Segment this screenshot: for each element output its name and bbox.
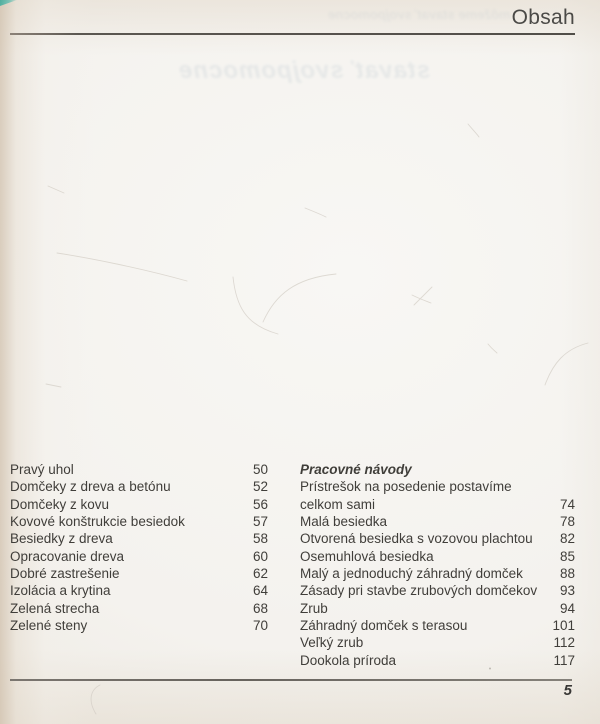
toc-entry-title: Besiedky z dreva xyxy=(10,531,113,547)
toc-entry-title: Veľký zrub xyxy=(300,635,364,651)
toc-entry xyxy=(300,652,575,669)
toc-entry xyxy=(10,513,268,530)
toc-entry-page-number: 82 xyxy=(559,531,575,547)
toc-entry-title: Zrub xyxy=(300,600,328,616)
toc-entry-title: Opracovanie dreva xyxy=(10,548,125,564)
toc-entry-page-number: 62 xyxy=(252,566,268,582)
toc-entry-page-number: 64 xyxy=(252,583,268,599)
toc-entry xyxy=(300,530,575,547)
toc-column-left xyxy=(10,461,268,634)
toc-entry xyxy=(300,513,575,530)
toc-entry-page-number: 112 xyxy=(553,635,575,651)
toc-entry-title: Malý a jednoduchý záhradný domček xyxy=(300,566,523,582)
toc-entry-title: Zelená strecha xyxy=(10,600,100,616)
toc-entry-page-number: 50 xyxy=(252,462,268,477)
ghost-showthrough-line-icon: môžeme stavať svojpomocne xyxy=(328,7,511,22)
page-corner-teal-edge xyxy=(0,0,17,6)
toc-entry xyxy=(10,496,268,513)
toc-entry xyxy=(10,461,268,478)
toc-entry xyxy=(300,617,575,634)
toc-entry xyxy=(10,582,268,599)
folio-page-number: 5 xyxy=(563,682,572,699)
toc-entry-page-number: 68 xyxy=(252,600,268,616)
toc-entry-title: Zelené steny xyxy=(10,618,88,634)
toc-entry xyxy=(300,478,575,495)
toc-entry-page-number: 78 xyxy=(559,514,575,530)
toc-entry-title: Pravý uhol xyxy=(10,462,74,477)
toc-entry xyxy=(10,530,268,547)
toc-entry xyxy=(10,478,268,495)
header-rule xyxy=(10,33,575,35)
toc-entry-title: celkom sami xyxy=(300,496,376,512)
toc-entry-page-number: 70 xyxy=(252,618,268,634)
toc-entry xyxy=(10,600,268,617)
toc-entry-title: Záhradný domček s terasou xyxy=(300,618,468,634)
toc-entry xyxy=(300,548,575,565)
footer-rule xyxy=(10,679,572,681)
toc-entry-page-number: 57 xyxy=(252,514,268,530)
toc-entry-title: Kovové konštrukcie besiedok xyxy=(10,514,185,530)
toc-entry xyxy=(10,617,268,634)
toc-entry-page-number: 85 xyxy=(559,548,575,564)
toc-entry xyxy=(300,496,575,513)
toc-entry xyxy=(10,565,268,582)
toc-entry xyxy=(300,582,575,599)
ghost-showthrough-title: stavať svojpomocne xyxy=(178,57,431,84)
toc-entry xyxy=(10,548,268,565)
toc-entry-title: Dookola príroda xyxy=(300,652,397,668)
toc-entry-page-number: 93 xyxy=(559,583,575,599)
toc-entry-page-number: 60 xyxy=(252,548,268,564)
toc-entry-page-number: 74 xyxy=(559,496,575,512)
page-title: Obsah xyxy=(511,6,575,29)
toc-section-heading: Pracovné návody xyxy=(300,462,412,477)
toc-entry xyxy=(300,634,575,651)
toc-entry-title: Zásady pri stavbe zrubových domčekov xyxy=(300,583,538,599)
toc-entry-page-number: 52 xyxy=(252,479,268,495)
toc-entry-page-number: 117 xyxy=(553,652,575,668)
toc-entry-title: Domčeky z kovu xyxy=(10,496,110,512)
toc-column-right xyxy=(300,461,575,669)
toc-entry-title: Izolácia a krytina xyxy=(10,583,111,599)
toc-entry-title: Domčeky z dreva a betónu xyxy=(10,479,171,495)
toc-entry-title: Dobré zastrešenie xyxy=(10,566,120,582)
toc-entry xyxy=(300,600,575,617)
toc-entry-title: Osemuhlová besiedka xyxy=(300,548,434,564)
toc-entry-page-number: 56 xyxy=(252,496,268,512)
toc-entry-page-number: 101 xyxy=(552,618,575,634)
toc-entry-page-number: 58 xyxy=(252,531,268,547)
toc-entry-title: Otvorená besiedka s vozovou plachtou xyxy=(300,531,533,547)
toc-entry-title: Malá besiedka xyxy=(300,514,388,530)
toc-entry-title: Prístrešok na posedenie postavíme xyxy=(300,479,512,495)
toc-entry xyxy=(300,565,575,582)
toc-entry-page-number: 94 xyxy=(559,600,575,616)
toc-entry-page-number: 88 xyxy=(559,566,575,582)
